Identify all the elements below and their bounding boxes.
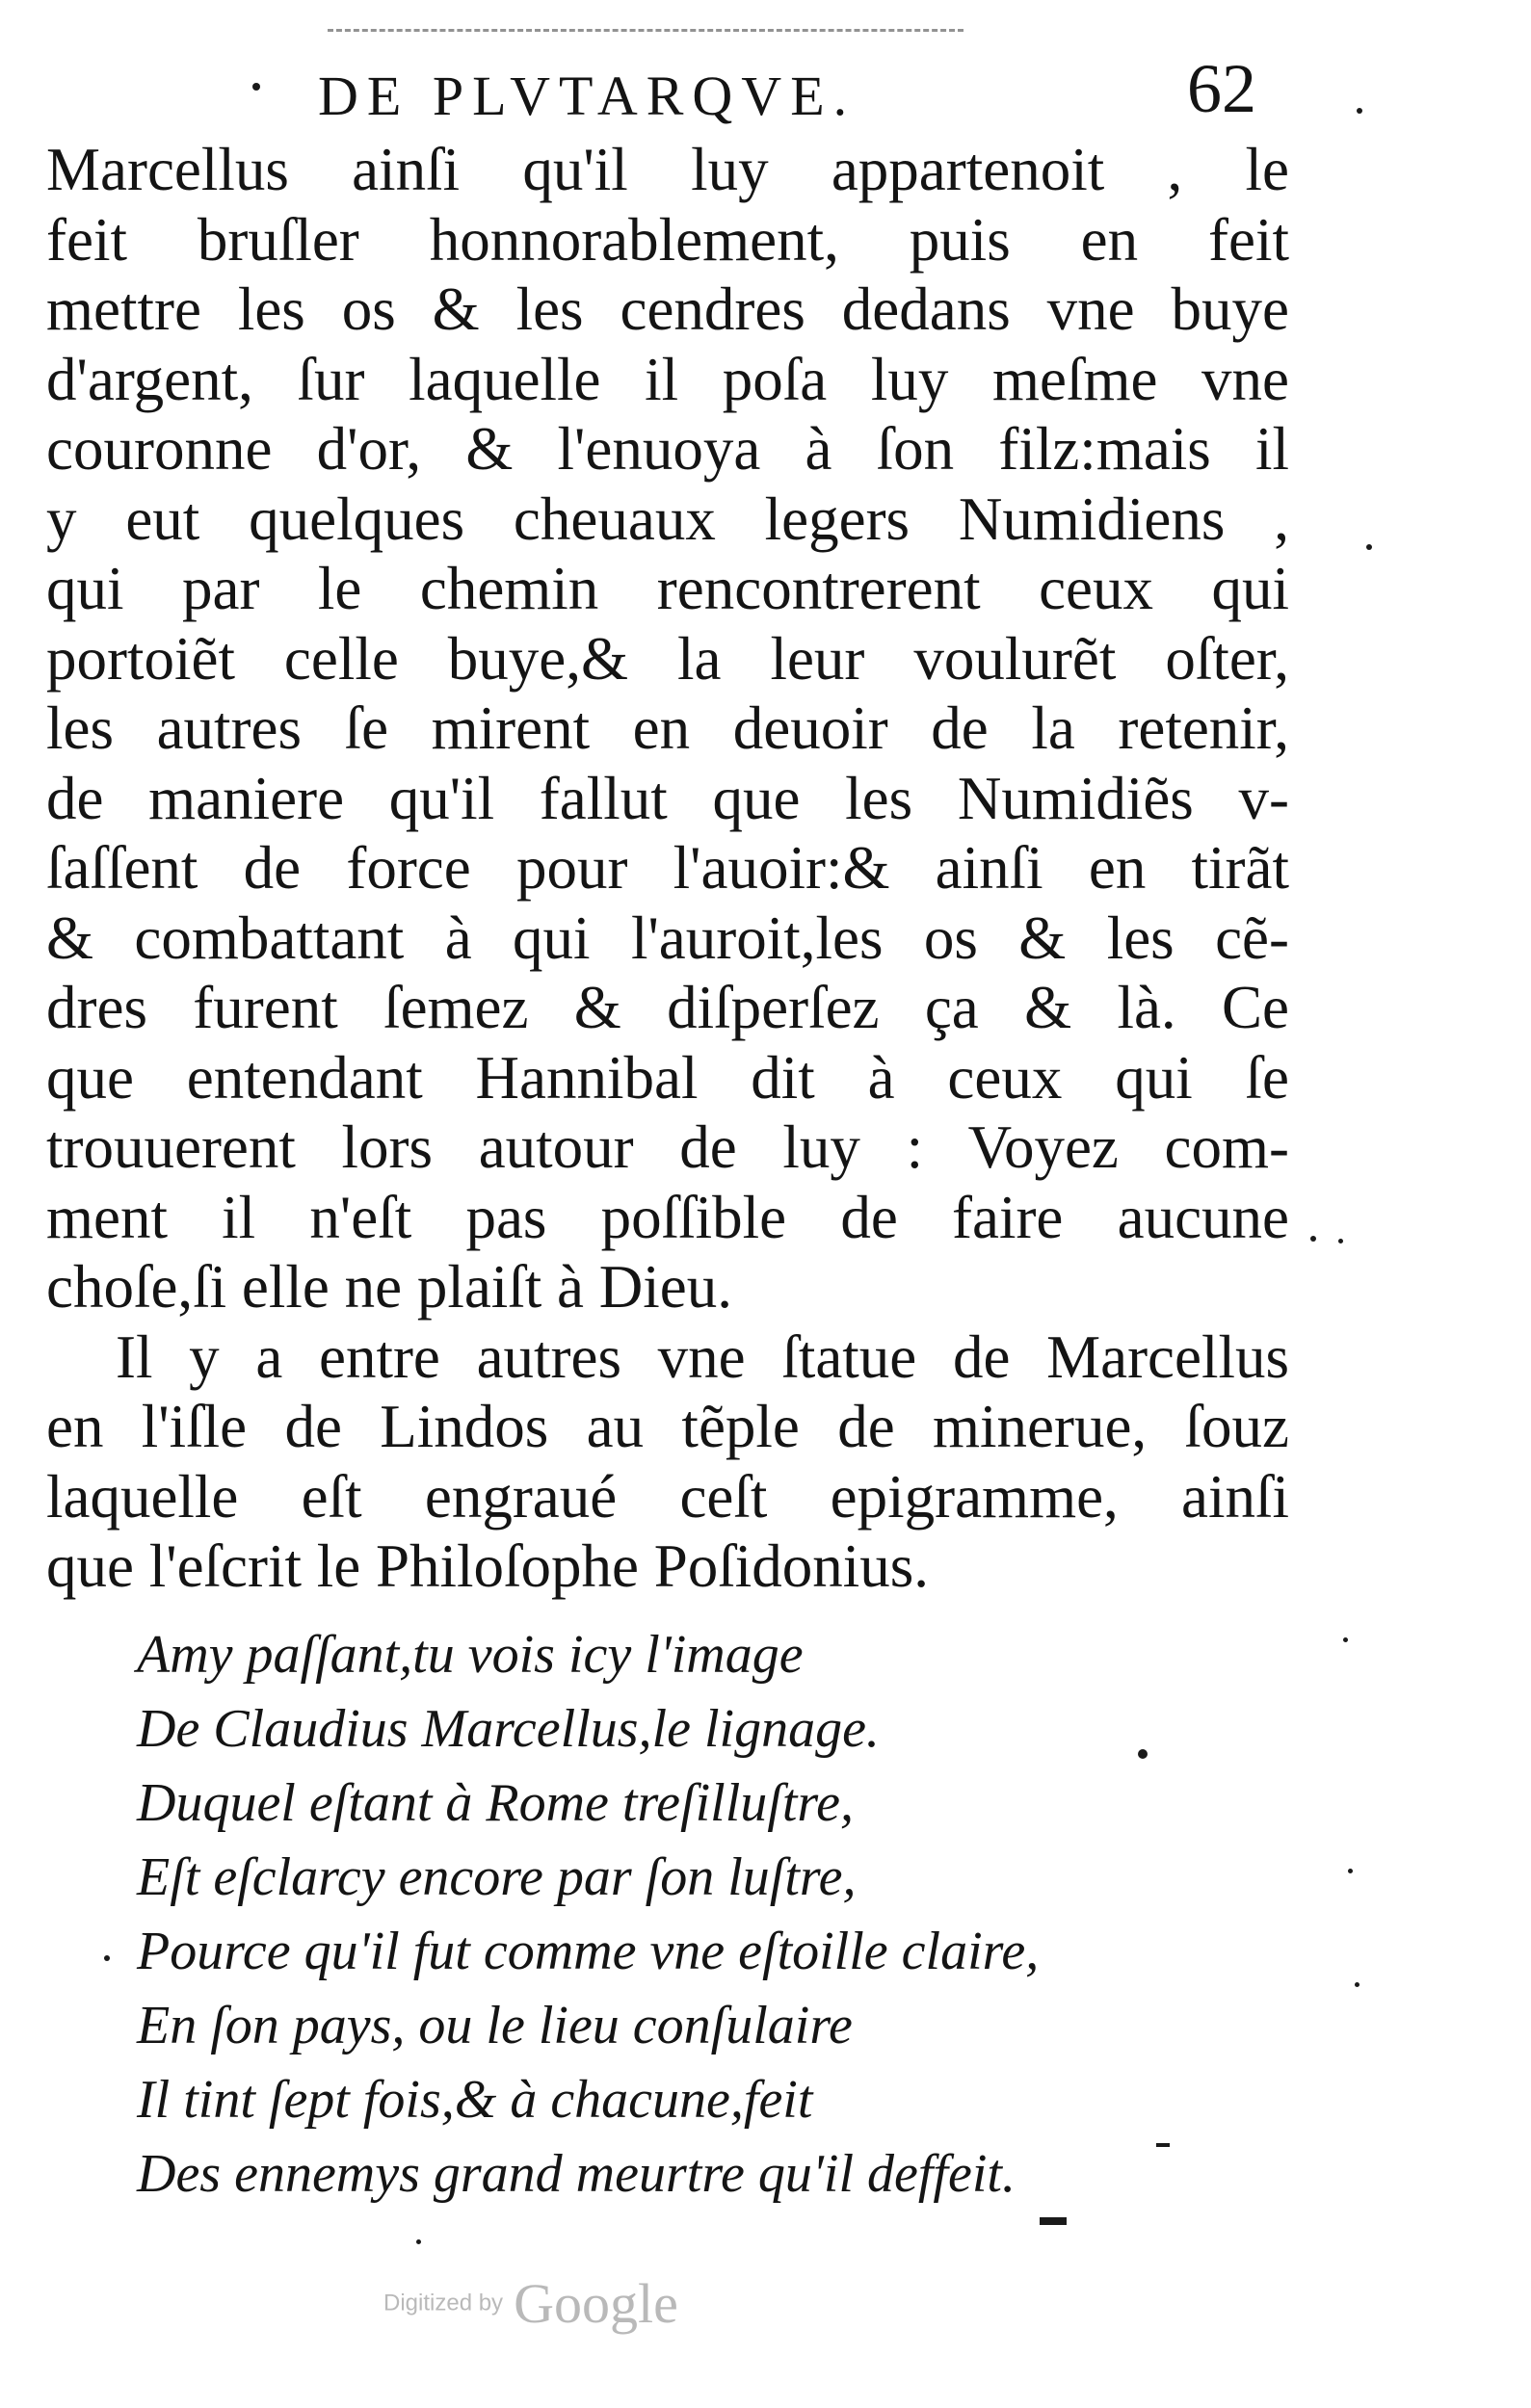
body-line: dres furent ſemez & diſperſez ça & là. Ce [46,974,1289,1041]
ink-mark [1156,2143,1170,2147]
digitized-label: Digitized by [383,2290,504,2316]
running-head: DE PLVTARQVE. [318,65,857,127]
top-rule [328,29,963,32]
ink-speck [252,83,260,91]
body-line: portoiẽt celle buye,& la leur voulurẽt oſter, [46,624,1289,693]
body-line: Marcellus ainſi qu'il luy appartenoit , le [46,136,1289,203]
ink-speck [1138,1749,1148,1759]
ink-speck [1310,1236,1316,1242]
body-line: trouuerent lors autour de luy : Voyez com- [46,1113,1289,1181]
body-line: de maniere qu'il fallut que les Numidiẽs v- [46,764,1289,832]
body-line: choſe,ſi elle ne plaiſt à Dieu. [46,1253,732,1321]
body-line: laquelle eſt engraué ceſt epigramme, ainſi [46,1462,1289,1531]
body-line: les autres ſe mirent en deuoir de la retenir, [46,694,1289,762]
verse-line: De Claudius Marcellus,le lignage. [137,1699,880,1759]
body-line: que l'eſcrit le Philoſophe Poſidonius. [46,1532,930,1600]
google-logo: Google [514,2272,678,2335]
body-line: qui par le chemin rencontrerent ceux qui [46,555,1289,622]
verse-line: En ſon pays, ou le lieu conſulaire [137,1996,853,2055]
ink-speck [1366,544,1372,550]
ink-speck [1343,1637,1348,1642]
verse-line: Pource qu'il fut comme vne eſtoille claire, [137,1922,1040,1981]
page-number: 62 [1187,50,1256,127]
ink-mark [1040,2217,1067,2225]
ink-speck [1348,1869,1353,1873]
body-line: couronne d'or, & l'enuoya à ſon filz:mais il [46,415,1289,483]
body-line: d'argent, ſur laquelle il poſa luy meſme vne [46,345,1289,413]
body-line: en l'iſle de Lindos au tẽple de minerue, ſouz [46,1393,1289,1460]
body-line: ſaſſent de force pour l'auoir:& ainſi en tirãt [46,834,1289,902]
epigram-verse [137,1618,1197,2212]
ink-speck [416,2239,421,2244]
digitized-watermark [383,2271,678,2336]
verse-line: Eſt eſclarcy encore par ſon luſtre, [137,1847,857,1907]
body-line: y eut quelques cheuaux legers Numidiens , [46,484,1289,553]
ink-speck [1355,1982,1359,1987]
body-line: & combattant à qui l'auroit,les os & les cẽ- [46,903,1289,972]
verse-line: Duquel eſtant à Rome treſilluſtre, [137,1773,854,1833]
ink-speck [1357,108,1362,114]
body-line: que entendant Hannibal dit à ceux qui ſe [46,1043,1289,1112]
ink-speck [1338,1239,1343,1243]
body-text [46,135,1289,1602]
paragraph-start-line: Il y a entre autres vne ſtatue de Marcellus [116,1322,1289,1391]
body-line: feit bruſler honnorablement, puis en feit [46,205,1289,274]
verse-line: Il tint ſept fois,& à chacune,feit [137,2070,813,2130]
body-line: mettre les os & les cendres dedans vne buye [46,275,1289,343]
ink-speck [104,1955,110,1961]
verse-line: Des ennemys grand meurtre qu'il deffeit. [137,2144,1016,2204]
body-line: ment il n'eſt pas poſſible de faire aucune [46,1183,1289,1251]
verse-line: Amy paſſant,tu vois icy l'image [137,1625,804,1685]
